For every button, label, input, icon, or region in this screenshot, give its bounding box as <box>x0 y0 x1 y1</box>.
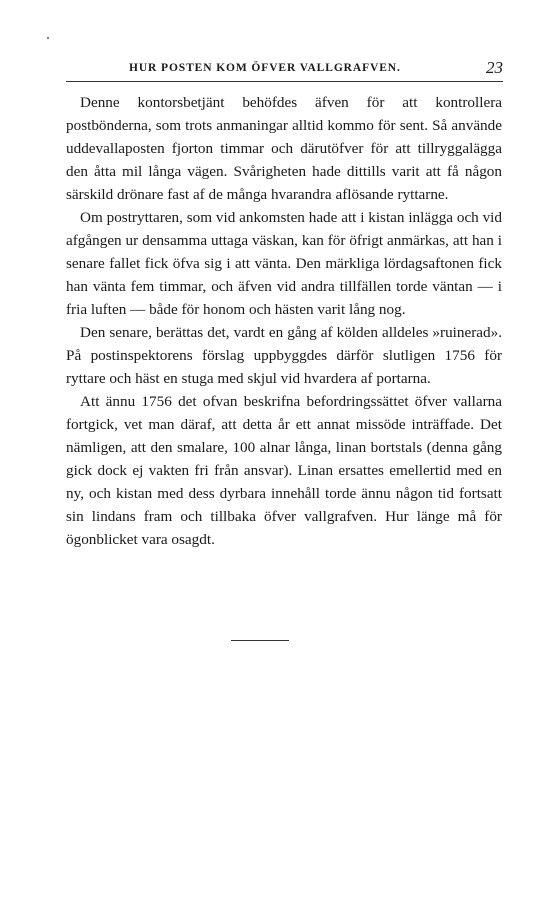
running-title: HUR POSTEN KOM ÖFVER VALLGRAFVEN. <box>129 62 401 74</box>
paragraph-1: Denne kontorsbetjänt behöfdes äfven för att kontrollera postbönderna, som trots anmaningar alltid kommo för sent. Så använde uddevallaposten fjorton timmar och därutöfver för att tillryggalägga den åtta mil långa vägen. Svårigheten hade dittills varit att få någon särskild drönare fast af de många hvarandra aflösande ryttarne. <box>66 94 502 203</box>
print-speck <box>47 37 49 39</box>
header-rule <box>66 81 503 82</box>
running-head <box>65 58 505 82</box>
body-text <box>66 91 502 551</box>
section-end-rule <box>231 640 289 641</box>
paragraph-3: Den senare, berättas det, vardt en gång af kölden alldeles »ruinerad». På postinspektorens förslag uppbyggdes därför slutligen 1756 för ryttare och häst en stuga med skjul vid hvardera af portarna. <box>66 324 502 387</box>
page-number: 23 <box>486 58 503 77</box>
paragraph-2: Om postryttaren, som vid ankomsten hade att i kistan inlägga och vid afgången ur densamma uttaga väskan, kan för öfrigt anmärkas, att han i senare fallet fick öfva sig i att vänta. Den märkliga lördagsaftonen fick han vänta fem timmar, och äfven vid andra tillfällen torde väntan — i fria luften — både för honom och hästen varit lång nog. <box>66 209 502 318</box>
paragraph-4: Att ännu 1756 det ofvan beskrifna befordringssättet öfver vallarna fortgick, vet man däraf, att detta år ett annat missöde inträffade. Det nämligen, att den smalare, 100 alnar långa, linan bortstals (denna gång gick dock ej vakten fri från ansvar). Linan ersattes emellertid med en ny, och kistan med dess dyrbara innehåll torde ännu någon tid fortsatt sin lindans fram och tillbaka öfver vallgrafven. Hur länge må för ögonblicket vara osagdt. <box>66 393 502 548</box>
